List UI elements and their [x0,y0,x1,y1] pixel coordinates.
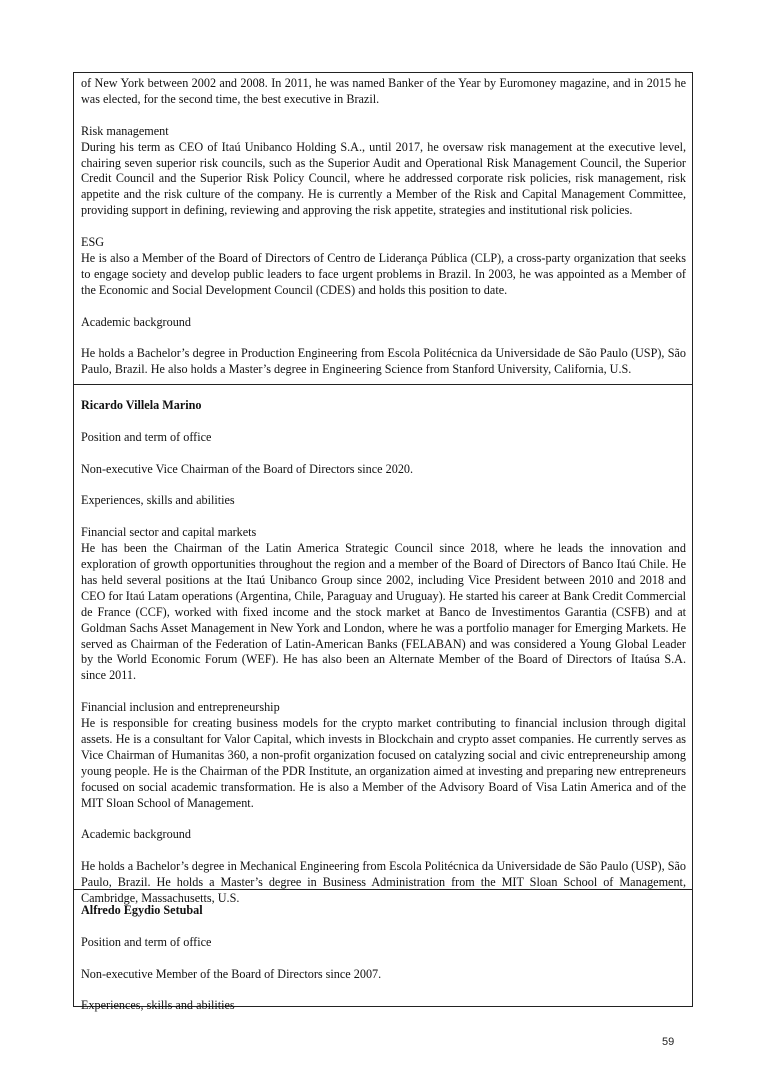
inclusion-heading: Financial inclusion and entrepreneurship [81,700,280,715]
page-number: 59 [662,1036,675,1048]
position-paragraph: Non-executive Member of the Board of Directors since 2007. [81,966,382,981]
person-name: Ricardo Villela Marino [81,398,202,412]
document-page [73,72,693,1013]
academic-paragraph: He holds a Bachelor’s degree in Production Engineering from Escola Politécnica da Universidade de São Paulo (USP), São Paulo, Brazil. He also holds a Master’s degree in Engineering Science from Stanford University, California, U.S. [81,346,686,377]
financial-paragraph: He has been the Chairman of the Latin America Strategic Council since 2018, where he leads the innovation and exploration of growth opportunities throughout the region and a member of the Board of Directors of Banco Itaú Chile. He has held several positions at the Itaú Unibanco Group since 2002, including Vice President between 2010 and 2018 and CEO for Itaú Latam operations (Argentina, Chile, Paraguay and Uruguay). He started his career at Bank Credit Commercial de France (CCF), worked with fixed income and the stock market at Banco de Investimentos Garantia (CSFB) and at Goldman Sachs Asset Management in New York and London, where he was a portfolio manager for Emerging Markets. He served as Chairman of the Federation of Latin-American Banks (FELABAN) and was considered a Young Global Leader by the World Economic Forum (WEF). He has also been an Alternate Member of the Board of Directors of Itaúsa S.A. since 2011. [81,541,686,683]
inclusion-paragraph: He is responsible for creating business models for the crypto market contributing to financial inclusion through digital assets. He is a consultant for Valor Capital, which invests in Blockchain and crypto asset companies. He currently serves as Vice Chairman of Humanitas 360, a non-profit organization focused on catalyzing social and civic entrepreneurship among young people. He is the Chairman of the PDR Institute, an organization aimed at investing and preparing new entrepreneurs focused on social academic transformation. He is also a Member of the Advisory Board of Visa Latin America and of the MIT Sloan School of Management. [81,716,686,810]
risk-heading: Risk management [81,123,169,138]
experience-heading: Experiences, skills and abilities [81,493,235,508]
financial-heading: Financial sector and capital markets [81,525,257,540]
bio-cell-continued [73,72,693,385]
academic-heading: Academic background [81,314,191,329]
esg-heading: ESG [81,235,105,250]
position-paragraph: Non-executive Vice Chairman of the Board of Directors since 2020. [81,461,414,476]
person-name: Alfredo Egydio Setubal [81,903,203,917]
academic-heading: Academic background [81,827,191,842]
risk-paragraph: During his term as CEO of Itaú Unibanco Holding S.A., until 2017, he oversaw risk management at the executive level, chairing seven superior risk councils, such as the Superior Audit and Operational Risk Management Council, the Superior Credit Council and the Superior Risk Policy Council, where he addressed corporate risk policies, risk management, risk appetite and the risk culture of the company. He is currently a Member of the Risk and Capital Management Committee, providing support in defining, reviewing and approving the risk appetite, strategies and institutional risk policies. [81,139,686,218]
experience-heading: Experiences, skills and abilities [81,998,235,1013]
bio-cell-alfredo [73,890,693,1013]
esg-paragraph: He is also a Member of the Board of Directors of Centro de Liderança Pública (CLP), a cross-party organization that seeks to engage society and develop public leaders to face urgent problems in Brazil. In 2003, he was appointed as a Member of the Economic and Social Development Council (CDES) and holds this position to date. [81,250,686,297]
bio-cell-ricardo [73,385,693,905]
position-heading: Position and term of office [81,429,212,444]
academic-paragraph: He holds a Bachelor’s degree in Mechanical Engineering from Escola Politécnica da Universidade de São Paulo (USP), São Paulo, Brazil. He holds a Master’s degree in Business Administration from the MIT Sloan School of Management, Cambridge, Massachusetts, U.S. [81,859,686,905]
position-heading: Position and term of office [81,934,212,949]
intro-paragraph: of New York between 2002 and 2008. In 2011, he was named Banker of the Year by Euromoney magazine, and in 2015 he was elected, for the second time, the best executive in Brazil. [81,76,686,106]
